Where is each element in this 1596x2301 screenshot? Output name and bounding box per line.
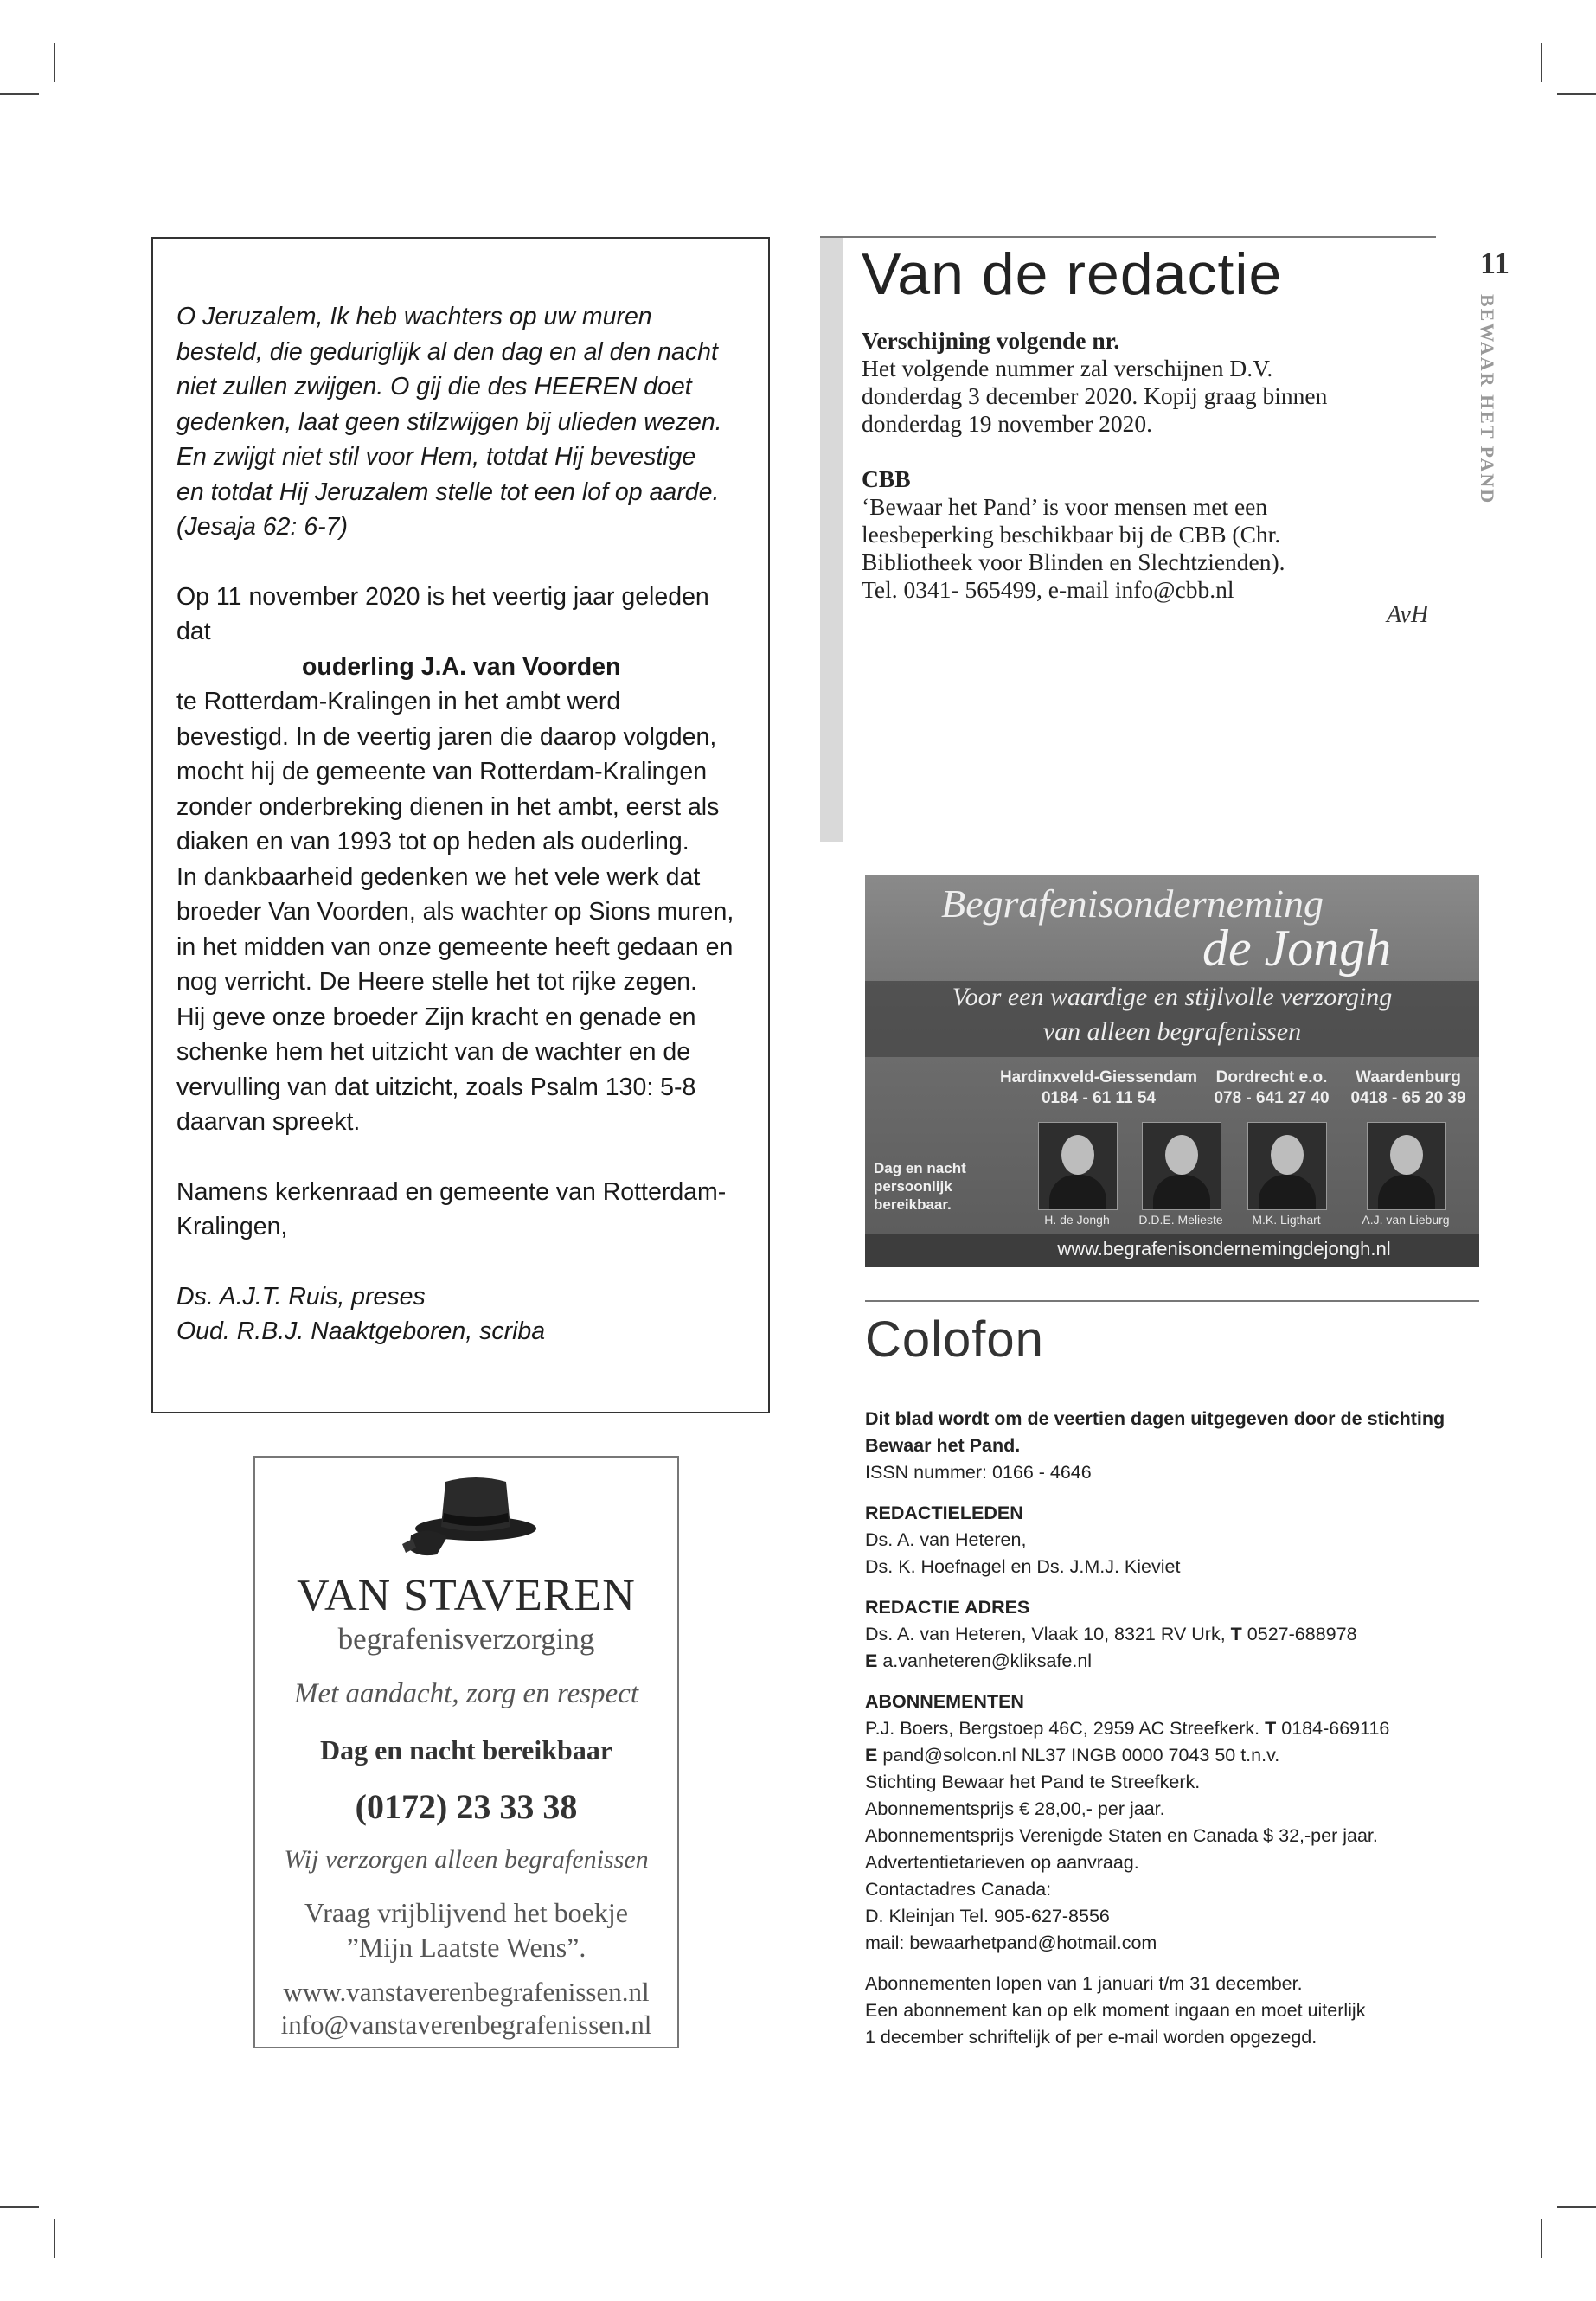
colofon-line <box>865 1742 1479 1769</box>
ad-title-line: Begrafenisonderneming <box>941 881 1324 926</box>
signature-line: Oud. R.B.J. Naaktgeboren, scriba <box>176 1317 546 1345</box>
address: P.J. Boers, Bergstoep 46C, 2959 AC Streefkerk. <box>865 1718 1260 1739</box>
crop-mark <box>1541 43 1542 82</box>
email-label: E <box>865 1650 878 1671</box>
closing-line: Kralingen, <box>176 1213 288 1240</box>
section-line: donderdag 19 november 2020. <box>862 410 1153 437</box>
location-place: Hardinxveld-Giessendam <box>999 1068 1198 1086</box>
crop-mark <box>1557 93 1596 95</box>
redactie-title: Van de redactie <box>862 241 1283 307</box>
crop-mark <box>1541 2219 1542 2258</box>
section-line: Het volgende nummer zal verschijnen D.V. <box>862 355 1273 381</box>
announcement-box <box>151 237 770 1413</box>
body-line: bevestigd. In de veertig jaren die daarop volgden, <box>176 722 717 751</box>
body-line: in het midden van onze gemeente heeft gedaan en <box>176 933 734 961</box>
body-line: In dankbaarheid gedenken we het vele werk dat <box>176 862 701 891</box>
availability-line: bereikbaar. <box>874 1196 952 1213</box>
colofon-line: Ds. A. van Heteren, <box>865 1529 1027 1550</box>
quote-line: O Jeruzalem, Ik heb wachters op uw muren <box>176 303 652 330</box>
redactie-rule <box>820 236 1436 238</box>
issn: ISSN nummer: 0166 - 4646 <box>865 1462 1092 1483</box>
person-photo <box>1142 1122 1221 1210</box>
section-heading: Verschijning volgende nr. <box>862 327 1120 354</box>
colofon-intro: Bewaar het Pand. <box>865 1435 1021 1456</box>
body-line: nog verricht. De Heere stelle het tot rijke zegen. <box>176 968 697 996</box>
colofon-line: Abonnementen lopen van 1 januari t/m 31 december. <box>865 1973 1303 1994</box>
slogan-line: van alleen begrafenissen <box>1042 1017 1302 1046</box>
colofon-line: Stichting Bewaar het Pand te Streefkerk. <box>865 1772 1201 1792</box>
address: Ds. A. van Heteren, Vlaak 10, 8321 RV Urk, <box>865 1624 1226 1644</box>
availability-block <box>874 1159 966 1214</box>
van-staveren-ad <box>253 1456 679 2048</box>
quote-line: en totdat Hij Jeruzalem stelle tot een lof op aarde. <box>176 478 720 506</box>
section-heading: ABONNEMENTEN <box>865 1691 1024 1712</box>
section-line: ‘Bewaar het Pand’ is voor mensen met een <box>862 493 1268 520</box>
tagline: Wij verzorgen alleen begrafenissen <box>284 1845 649 1874</box>
location-block <box>1207 1067 1336 1109</box>
colofon-intro: Dit blad wordt om de veertien dagen uitgegeven door de stichting <box>865 1408 1445 1429</box>
colofon-line <box>865 1621 1479 1648</box>
top-hat-icon <box>394 1475 545 1561</box>
email-link[interactable]: pand@solcon.nl NL37 INGB 0000 7043 50 t.n.v. <box>882 1745 1280 1766</box>
colofon-line: mail: bewaarhetpand@hotmail.com <box>865 1932 1157 1953</box>
body-line: vervulling van dat uitzicht, zoals Psalm 130: 5-8 <box>176 1073 696 1101</box>
crop-mark <box>0 93 39 95</box>
location-phone: 078 - 641 27 40 <box>1214 1089 1330 1107</box>
crop-mark <box>1557 2206 1596 2208</box>
section-line: leesbeperking beschikbaar bij de CBB (Chr. <box>862 521 1281 548</box>
availability-text: Dag en nacht bereikbaar <box>319 1734 613 1766</box>
quote-line: besteld, die geduriglijk al den dag en al den nacht <box>176 337 718 366</box>
location-block <box>995 1067 1202 1109</box>
section-heading: REDACTIE ADRES <box>865 1597 1030 1618</box>
email-link[interactable]: a.vanheteren@kliksafe.nl <box>882 1650 1093 1671</box>
quote-line: niet zullen zwijgen. O gij die des HEEREN doet <box>176 373 692 401</box>
signature-line: Ds. A.J.T. Ruis, preses <box>176 1282 426 1311</box>
colofon-line: Advertentietarieven op aanvraag. <box>865 1852 1139 1873</box>
body-line: schenke hem het uitzicht van de wachter en de <box>176 1038 691 1066</box>
quote-line: En zwijgt niet stil voor Hem, totdat Hij bevestige <box>176 443 696 471</box>
slogan-line: Voor een waardige en stijlvolle verzorging <box>952 983 1393 1011</box>
section-line: Tel. 0341- 565499, e-mail info@cbb.nl <box>862 576 1234 603</box>
colofon-line: Een abonnement kan op elk moment ingaan en moet uiterlijk <box>865 2000 1366 2021</box>
colofon-title: Colofon <box>865 1311 1044 1368</box>
person-name: H. de Jongh <box>1044 1213 1110 1227</box>
body-line: diaken en van 1993 tot op heden als ouderling. <box>176 828 689 856</box>
crop-mark <box>0 2206 39 2208</box>
colofon-line: Ds. K. Hoefnagel en Ds. J.M.J. Kieviet <box>865 1556 1181 1577</box>
running-title: BEWAAR HET PAND <box>1477 294 1498 505</box>
redactie-signature: AvH <box>1387 601 1429 628</box>
honoree-name: ouderling J.A. van Voorden <box>302 652 621 681</box>
website-link[interactable]: www.begrafenisondernemingdejongh.nl <box>1057 1238 1391 1259</box>
intro-line: dat <box>176 618 211 645</box>
tel-label: T <box>1230 1624 1242 1644</box>
crop-mark <box>54 2219 55 2258</box>
availability-line: persoonlijk <box>874 1178 952 1195</box>
person-photo <box>1247 1122 1327 1210</box>
location-block <box>1343 1067 1473 1109</box>
section-heading: REDACTIELEDEN <box>865 1503 1023 1523</box>
company-name: VAN STAVEREN <box>297 1571 636 1620</box>
body-line: mocht hij de gemeente van Rotterdam-Kralingen <box>176 758 708 785</box>
colofon-line: Abonnementsprijs € 28,00,- per jaar. <box>865 1798 1165 1819</box>
offer-line: Vraag vrijblijvend het boekje <box>304 1897 628 1928</box>
colofon-rule <box>865 1300 1479 1302</box>
person-photo <box>1038 1122 1118 1210</box>
colofon-line: 1 december schriftelijk of per e-mail worden opgezegd. <box>865 2027 1317 2048</box>
page-number: 11 <box>1480 246 1510 280</box>
colofon-line: Abonnementsprijs Verenigde Staten en Canada $ 32,-per jaar. <box>865 1825 1378 1846</box>
tel-number: 0527-688978 <box>1247 1624 1357 1644</box>
quote-reference: (Jesaja 62: 6-7) <box>176 513 349 541</box>
redactie-body <box>862 327 1424 604</box>
offer-line: ”Mijn Laatste Wens”. <box>346 1932 586 1963</box>
colofon-line <box>865 1715 1479 1742</box>
availability-line: Dag en nacht <box>874 1160 966 1176</box>
section-line: Bibliotheek voor Blinden en Slechtzienden). <box>862 548 1285 575</box>
quote-line: gedenken, laat geen stilzwijgen bij ulieden wezen. <box>176 407 722 436</box>
colofon-line <box>865 1648 1479 1675</box>
body-line: daarvan spreekt. <box>176 1108 361 1136</box>
tel-number: 0184-669116 <box>1281 1718 1390 1739</box>
email-label: E <box>865 1745 878 1766</box>
email-link[interactable]: info@vanstaverenbegrafenissen.nl <box>280 2009 652 2040</box>
body-line: Hij geve onze broeder Zijn kracht en genade en <box>176 1003 696 1031</box>
location-place: Waardenburg <box>1356 1068 1461 1086</box>
tel-label: T <box>1265 1718 1277 1739</box>
body-line: zonder onderbreking dienen in het ambt, eerst als <box>176 792 720 821</box>
section-line: donderdag 3 december 2020. Kopij graag binnen <box>862 382 1328 409</box>
ad-title-line: de Jongh <box>1202 920 1392 977</box>
person-name: A.J. van Lieburg <box>1362 1213 1450 1227</box>
closing-line: Namens kerkenraad en gemeente van Rotterdam- <box>176 1177 727 1206</box>
colofon-body <box>865 1406 1479 2051</box>
section-heading: CBB <box>862 465 911 492</box>
person-name: D.D.E. Melieste <box>1138 1213 1223 1227</box>
redactie-sidebar-bar <box>820 236 843 842</box>
person-name: M.K. Ligthart <box>1252 1213 1321 1227</box>
location-place: Dordrecht e.o. <box>1215 1068 1328 1086</box>
crop-mark <box>54 43 55 82</box>
website-link[interactable]: www.vanstaverenbegrafenissen.nl <box>283 1977 650 2007</box>
colofon-line: D. Kleinjan Tel. 905-627-8556 <box>865 1906 1110 1926</box>
location-phone: 0184 - 61 11 54 <box>1041 1089 1157 1107</box>
phone-number: (0172) 23 33 38 <box>355 1787 578 1826</box>
body-line: broeder Van Voorden, als wachter op Sions muren, <box>176 898 734 926</box>
person-photo <box>1367 1122 1446 1210</box>
company-subtitle: begrafenisverzorging <box>337 1622 595 1656</box>
intro-line: Op 11 november 2020 is het veertig jaar geleden <box>176 582 709 611</box>
location-phone: 0418 - 65 20 39 <box>1350 1089 1466 1107</box>
colofon-line: Contactadres Canada: <box>865 1879 1052 1900</box>
body-line: te Rotterdam-Kralingen in het ambt werd <box>176 688 621 715</box>
company-motto: Met aandacht, zorg en respect <box>293 1678 639 1709</box>
de-jongh-ad <box>865 875 1479 1267</box>
